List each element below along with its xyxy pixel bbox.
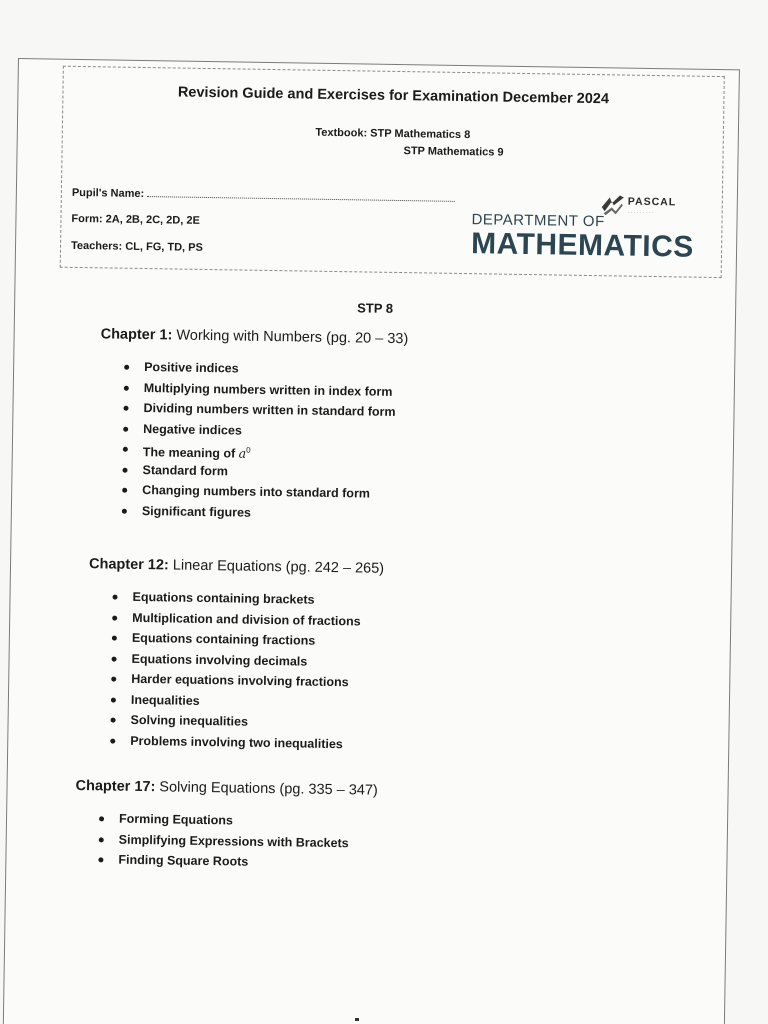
topic-text: Harder equations involving fractions [131,671,349,690]
textbook-line-1: Textbook: STP Mathematics 8 [315,126,471,142]
bullet-icon [99,837,104,842]
chapter-12 [86,556,649,759]
bullet-icon [99,816,104,821]
topic-text: Dividing numbers written in standard form [143,401,396,419]
topic-list [74,808,635,878]
textbook-line-2: STP Mathematics 9 [403,145,504,159]
bullet-icon [123,426,128,431]
topic-text: Equations containing fractions [131,630,316,648]
chapter-1 [98,326,661,529]
chapter-title [89,556,649,581]
topic-text: Forming Equations [118,811,234,828]
bullet-icon [113,595,118,600]
topic-text: Standard form [142,462,229,478]
school-subtitle: · · · · · · · · · [627,209,654,217]
topic-text: Positive indices [144,360,239,376]
department-logo [471,191,712,267]
topic-list [98,356,661,529]
topic-text: The meaning of [142,445,236,461]
topic-text: Equations containing brackets [132,589,315,607]
topic-text: Significant figures [141,503,252,520]
bullet-icon [112,656,117,661]
bullet-icon [111,677,116,682]
textbook-info [62,121,722,165]
chapter-label: Chapter 1: [100,326,173,344]
document-title: Revision Guide and Exercises for Examination December 2024 [177,84,610,108]
topic-text: Simplifying Expressions with Brackets [118,832,349,850]
math-exponent: 0 [246,445,251,455]
document-page [2,58,740,1024]
teachers-list: Teachers: CL, FG, TD, PS [70,239,203,254]
book-heading: STP 8 [357,300,394,316]
topic-text: Solving inequalities [130,712,249,729]
chapter-title [101,326,661,351]
bullet-icon [110,738,115,743]
bullet-icon [123,467,128,472]
topic-text: Negative indices [143,421,242,438]
scan-mark [355,1018,359,1021]
bullet-icon [98,857,103,862]
pascal-school-logo-icon [600,193,626,215]
chapter-name: Linear Equations (pg. 242 – 265) [172,557,385,577]
bullet-icon [122,508,127,513]
chapter-17 [74,778,635,878]
bullet-icon [124,385,129,390]
topic-text: Problems involving two inequalities [130,733,343,751]
bullet-icon [112,636,117,641]
bullet-icon [123,447,128,452]
pupil-name-row [72,185,456,205]
bullet-icon [111,697,116,702]
chapter-label: Chapter 17: [75,777,156,796]
mathematics-text: MATHEMATICS [470,227,695,264]
bullet-icon [112,615,117,620]
topic-list [86,586,649,759]
school-name: PASCAL [627,195,677,209]
topic-text: Multiplying numbers written in index form [143,380,393,399]
chapter-title [75,778,635,803]
bullet-icon [123,406,128,411]
pupil-name-label: Pupil's Name: [71,186,145,200]
bullet-icon [124,365,129,370]
chapter-name: Solving Equations (pg. 335 – 347) [159,779,378,799]
bullet-icon [122,488,127,493]
math-symbol: a [238,445,247,461]
bullet-icon [111,718,116,723]
pascal-school-logo [599,193,709,225]
topic-text: Equations involving decimals [131,651,308,669]
chapter-label: Chapter 12: [88,556,169,574]
topic-text: Multiplication and division of fractions [132,610,361,628]
topic-text: Changing numbers into standard form [142,483,371,501]
topic-text: Inequalities [130,692,200,708]
header-box [60,66,725,278]
pupil-name-field[interactable] [147,186,455,202]
form-list: Form: 2A, 2B, 2C, 2D, 2E [71,212,200,227]
department-of-text: DEPARTMENT OF [471,211,605,231]
chapter-name: Working with Numbers (pg. 20 – 33) [176,327,409,348]
topic-text: Finding Square Roots [118,852,249,869]
